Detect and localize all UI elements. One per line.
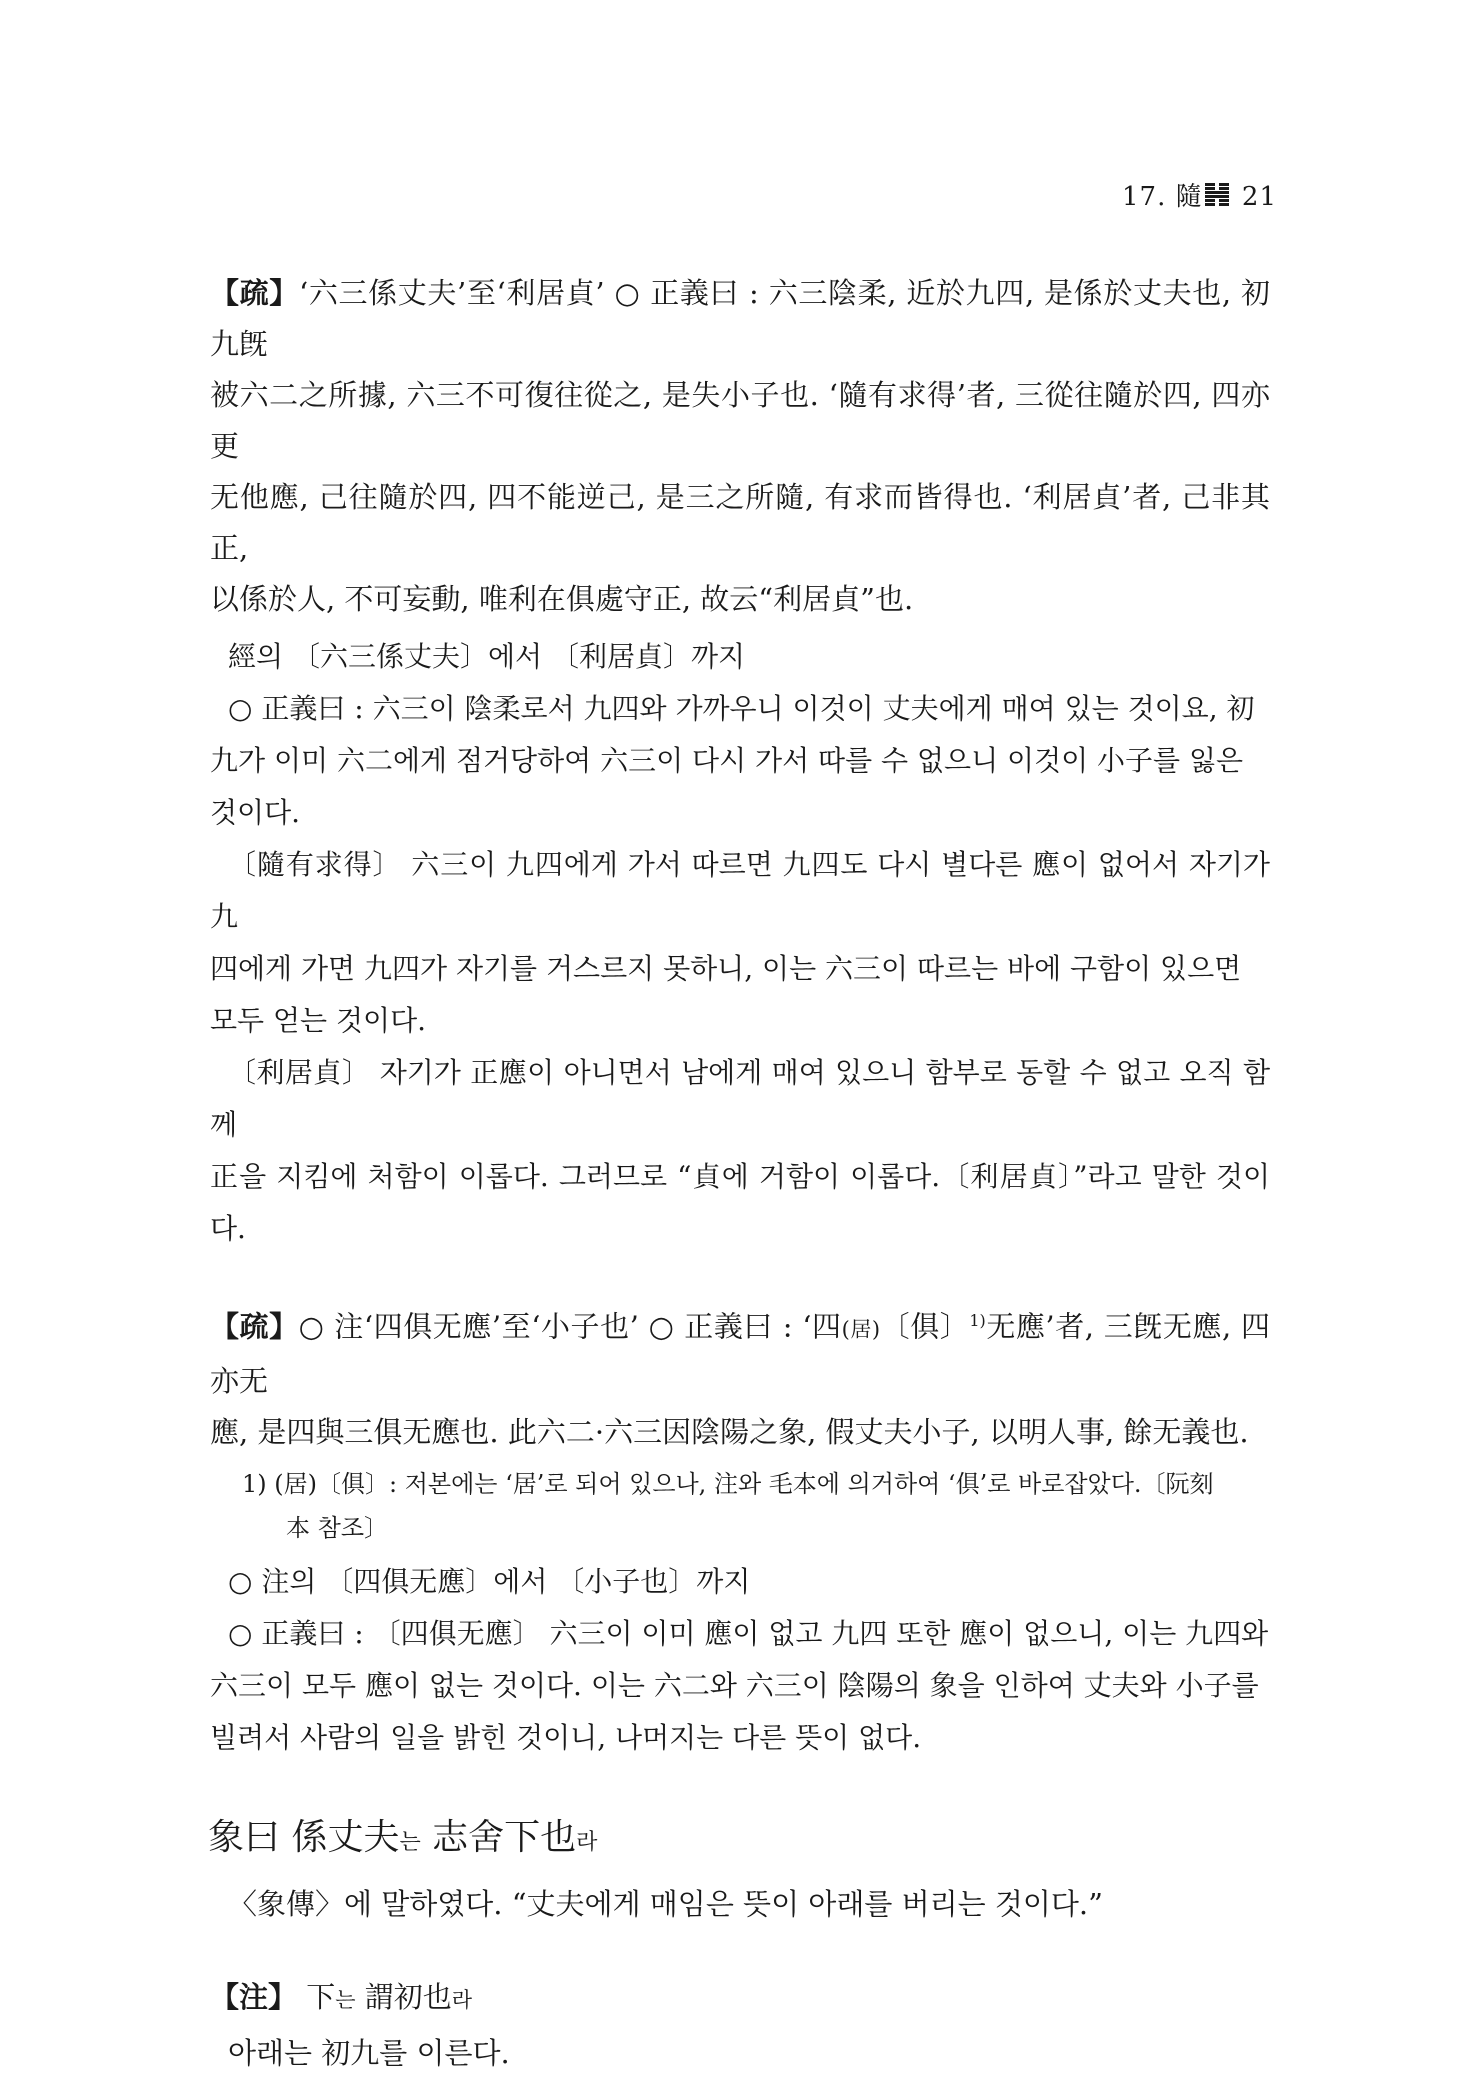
footnote-ref: 1) (969, 1311, 986, 1330)
translation-line: 것이다. (210, 796, 301, 829)
note-translation: 아래는 初九를 이른다. (228, 2035, 510, 2070)
hexagram-name: 隨 (1175, 182, 1203, 212)
commentary-line: 以係於人, 不可妄動, 唯利在俱處守正, 故云“利居貞”也. (210, 582, 914, 616)
sui-hexagram-icon (1205, 183, 1229, 207)
translation-line: 六三이 모두 應이 없는 것이다. 이는 六二와 六三이 陰陽의 象을 인하여 丈夫와 小子를 (210, 1668, 1259, 1702)
page-number: 21 (1241, 182, 1277, 212)
translation-line: 〔隨有求得〕 六三이 九四에게 가서 따르면 九四도 다시 별다른 應이 없어서 자기가 九 (210, 848, 1270, 933)
translation-line: ○ 正義曰 : 〔四俱无應〕 六三이 이미 應이 없고 九四 또한 應이 없으니, 이는 九四와 (228, 1616, 1269, 1650)
commentary-tag: 【疏】 (210, 1309, 299, 1344)
commentary-line: 【疏】‘六三係丈夫’至‘利居貞’ ○ 正義曰 : 六三陰柔, 近於九四, 是係於丈夫也, 初九旣 (210, 276, 1270, 361)
translation-line: 四에게 가면 九四가 자기를 거스르지 못하니, 이는 六三이 따르는 바에 구함이 있으면 (210, 952, 1242, 985)
classic-text: 象曰 係丈夫는 志舍下也라 (208, 1816, 598, 1858)
commentary-line: 无他應, 己往隨於四, 四不能逆己, 是三之所隨, 有求而皆得也. ‘利居貞’者, 己非其正, (210, 480, 1270, 565)
commentary-block-1 (210, 268, 1270, 625)
translation-line: 九가 이미 六二에게 점거당하여 六三이 다시 가서 따를 수 없으니 이것이 小子를 잃은 (210, 744, 1244, 777)
translation-block-1 (210, 631, 1270, 1255)
translation-line: 正을 지킴에 처함이 이롭다. 그러므로 “貞에 거함이 이롭다.〔利居貞〕”라고 말한 것이다. (210, 1160, 1270, 1245)
translation-line: 〔利居貞〕 자기가 正應이 아니면서 남에게 매여 있으니 함부로 동할 수 없고 오직 함께 (210, 1056, 1270, 1141)
translation-line: 빌려서 사람의 일을 밝힌 것이니, 나머지는 다른 뜻이 없다. (210, 1720, 922, 1754)
note-block (210, 1971, 1270, 2080)
commentary-line: 應, 是四與三俱无應也. 此六二·六三因陰陽之象, 假丈夫小子, 以明人事, 餘无義也. (210, 1414, 1249, 1449)
translation-line: 모두 얻는 것이다. (210, 1004, 427, 1037)
footnote (210, 1462, 1270, 1550)
translation-line: ○ 正義曰 : 六三이 陰柔로서 九四와 가까우니 이것이 丈夫에게 매여 있는 것이요, 初 (228, 692, 1255, 725)
main-text (210, 268, 1270, 2080)
classic-text-block (210, 1810, 1270, 1931)
classic-translation: 〈象傳〉에 말하였다. “丈夫에게 매임은 뜻이 아래를 버리는 것이다.” (228, 1886, 1103, 1921)
note-text: 【注】 下는 謂初也라 (210, 1979, 473, 2014)
commentary-block-2 (210, 1295, 1270, 1458)
translation-block-2 (210, 1556, 1270, 1764)
running-head (1122, 176, 1277, 213)
commentary-line: 被六二之所據, 六三不可復往從之, 是失小子也. ‘隨有求得’者, 三從往隨於四, 四亦更 (210, 378, 1270, 463)
translation-heading: ○ 注의 〔四俱无應〕에서 〔小子也〕까지 (228, 1564, 751, 1598)
chapter-number: 17. (1122, 182, 1167, 212)
commentary-line: 【疏】○ 注‘四俱无應’至‘小子也’ ○ 正義曰 : ‘四(居)〔俱〕$^{1)}$无應’者, 三旣无應, 四亦无 (210, 1309, 1270, 1398)
note-tag: 【注】 (210, 1979, 298, 2014)
commentary-tag: 【疏】 (210, 276, 299, 310)
translation-heading: 經의 〔六三係丈夫〕에서 〔利居貞〕까지 (228, 640, 746, 673)
footnote-text: 1) (居)〔俱〕: 저본에는 ‘居’로 되어 있으나, 注와 毛本에 의거하여 ‘俱’로 바로잡았다.〔阮刻 本 참조〕 (242, 1469, 1214, 1542)
